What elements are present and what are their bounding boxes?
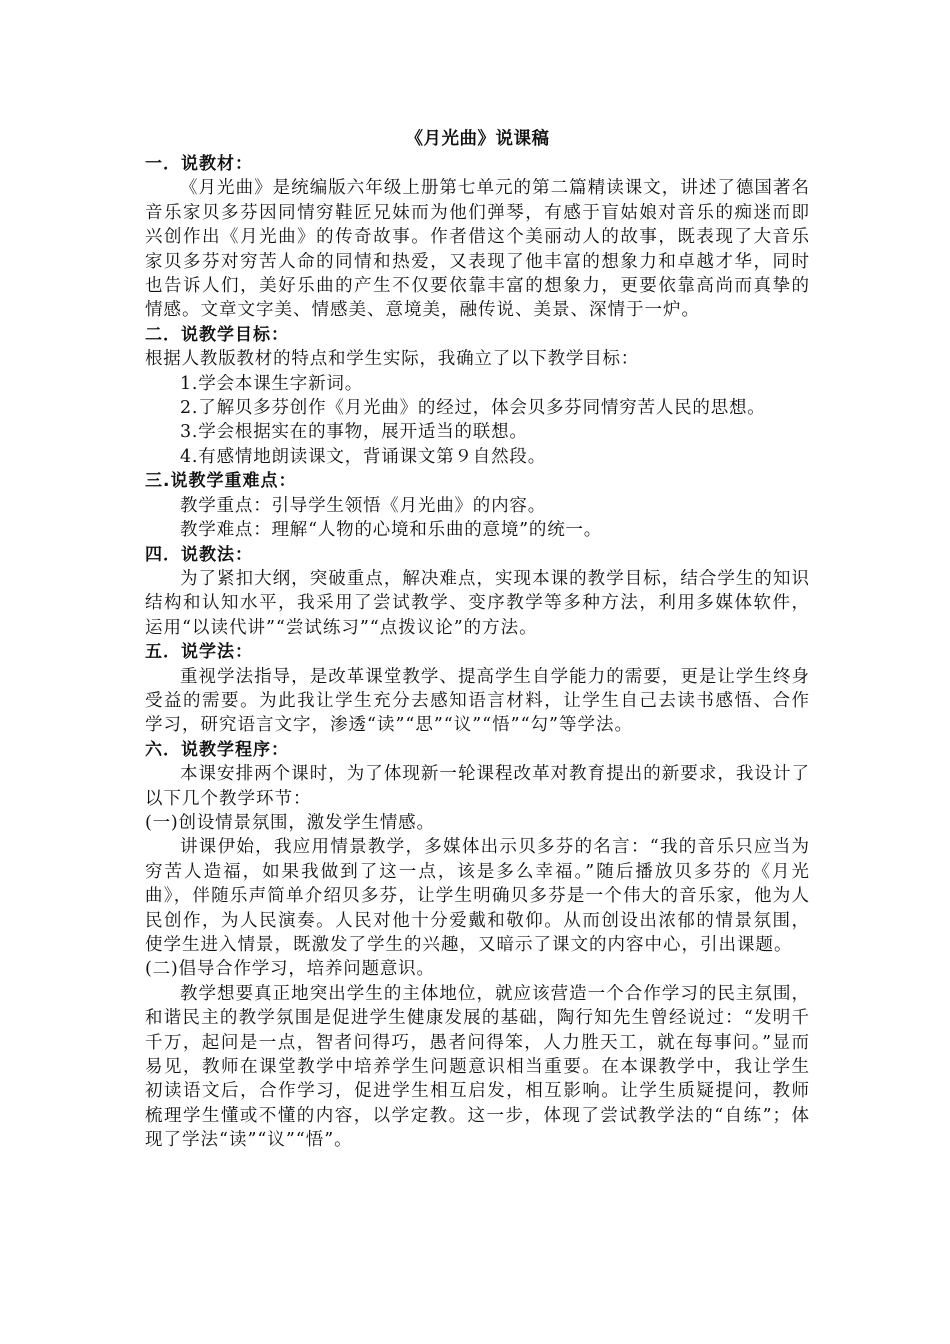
goal-item: 4.有感情地朗读课文，背诵课文第９自然段。 bbox=[180, 446, 546, 467]
section-heading-goals: 二．说教学目标： bbox=[145, 324, 289, 345]
section-heading-methods: 四．说教法： bbox=[145, 544, 253, 565]
teaching-focus: 教学重点：引导学生领悟《月光曲》的内容。 bbox=[180, 495, 546, 516]
section-paragraph-textbook: 《月光曲》是统编版六年级上册第七单元的第二篇精读课文，讲述了德国著名音乐家贝多芬因同情穷鞋匠兄妹而为他们弹琴，有感于盲姑娘对音乐的痴迷而即兴创作出《月光曲》的传奇故事。作者借这个美丽动人的故事，既表现了大音乐家贝多芬对穷苦人命的同情和热爱，又表现了他丰富的想象力和卓越才华，同时也告诉人们，美好乐曲的产生不仅要依靠丰富的想象力，更要依靠高尚而真挚的情感。文章文字美、情感美、意境美，融传说、美景、深情于一炉。 bbox=[145, 178, 810, 321]
section-paragraph-learning: 重视学法指导，是改革课堂教学、提高学生自学能力的需要，更是让学生终身受益的需要。为此我让学生充分去感知语言材料，让学生自己去读书感悟、合作学习，研究语言文字，渗透“读”“思”“议”“悟”“勾”等学法。 bbox=[145, 666, 810, 736]
section-heading-procedure: 六．说教学程序： bbox=[145, 739, 289, 760]
section-heading-learning: 五．说学法： bbox=[145, 642, 253, 663]
step-2-paragraph: 教学想要真正地突出学生的主体地位，就应该营造一个合作学习的民主氛围，和谐民主的教学氛围是促进学生健康发展的基础，陶行知先生曾经说过：“发明千千万，起问是一点，智者问得巧，愚者问得笨，人力胜天工，就在每事问。”显而易见，教师在课堂教学中培养学生问题意识相当重要。在本课教学中，我让学生初读语文后，合作学习，促进学生相互启发，相互影响。让学生质疑提问，教师梳理学生懂或不懂的内容，以学定教。这一步，体现了尝试教学法的“自练”；体现了学法“读”“议”“悟”。 bbox=[145, 983, 810, 1151]
teaching-difficulty: 教学难点：理解“人物的心境和乐曲的意境”的统一。 bbox=[180, 520, 603, 541]
section-paragraph-methods: 为了紧扣大纲，突破重点，解决难点，实现本课的教学目标，结合学生的知识结构和认知水平，我采用了尝试教学、变序教学等多种方法，利用多媒体软件，运用“以读代讲”“尝试练习”“点拨议论”的方法。 bbox=[145, 568, 810, 638]
goal-item: 3.学会根据实在的事物，展开适当的联想。 bbox=[180, 422, 528, 443]
step-1-paragraph: 讲课伊始，我应用情景教学，多媒体出示贝多芬的名言：“我的音乐只应当为穷苦人造福，如果我做到了这一点，该是多么幸福。”随后播放贝多芬的《月光曲》，伴随乐声简单介绍贝多芬，让学生明确贝多芬是一个伟大的音乐家，他为人民创作，为人民演奏。人民对他十分爱戴和敬仰。从而创设出浓郁的情景氛围，使学生进入情景，既激发了学生的兴趣，又暗示了课文的内容中心，引出课题。 bbox=[145, 837, 810, 955]
document-title: 《月光曲》说课稿 bbox=[405, 129, 550, 149]
goal-item: 2.了解贝多芬创作《月光曲》的经过，体会贝多芬同情穷苦人民的思想。 bbox=[180, 398, 766, 419]
document-page bbox=[145, 122, 810, 1153]
step-2-title: (二)倡导合作学习，培养问题意识。 bbox=[145, 959, 435, 980]
section-heading-textbook: 一．说教材： bbox=[145, 154, 253, 174]
step-1-title: (一)创设情景氛围，激发学生情感。 bbox=[145, 812, 435, 833]
section-heading-key-points: 三.说教学重难点： bbox=[145, 471, 297, 492]
procedure-intro: 本课安排两个课时，为了体现新一轮课程改革对教育提出的新要求，我设计了以下几个教学环节： bbox=[145, 764, 810, 809]
goals-intro: 根据人教版教材的特点和学生实际，我确立了以下教学目标： bbox=[145, 349, 640, 370]
goal-item: 1.学会本课生字新词。 bbox=[180, 373, 363, 394]
